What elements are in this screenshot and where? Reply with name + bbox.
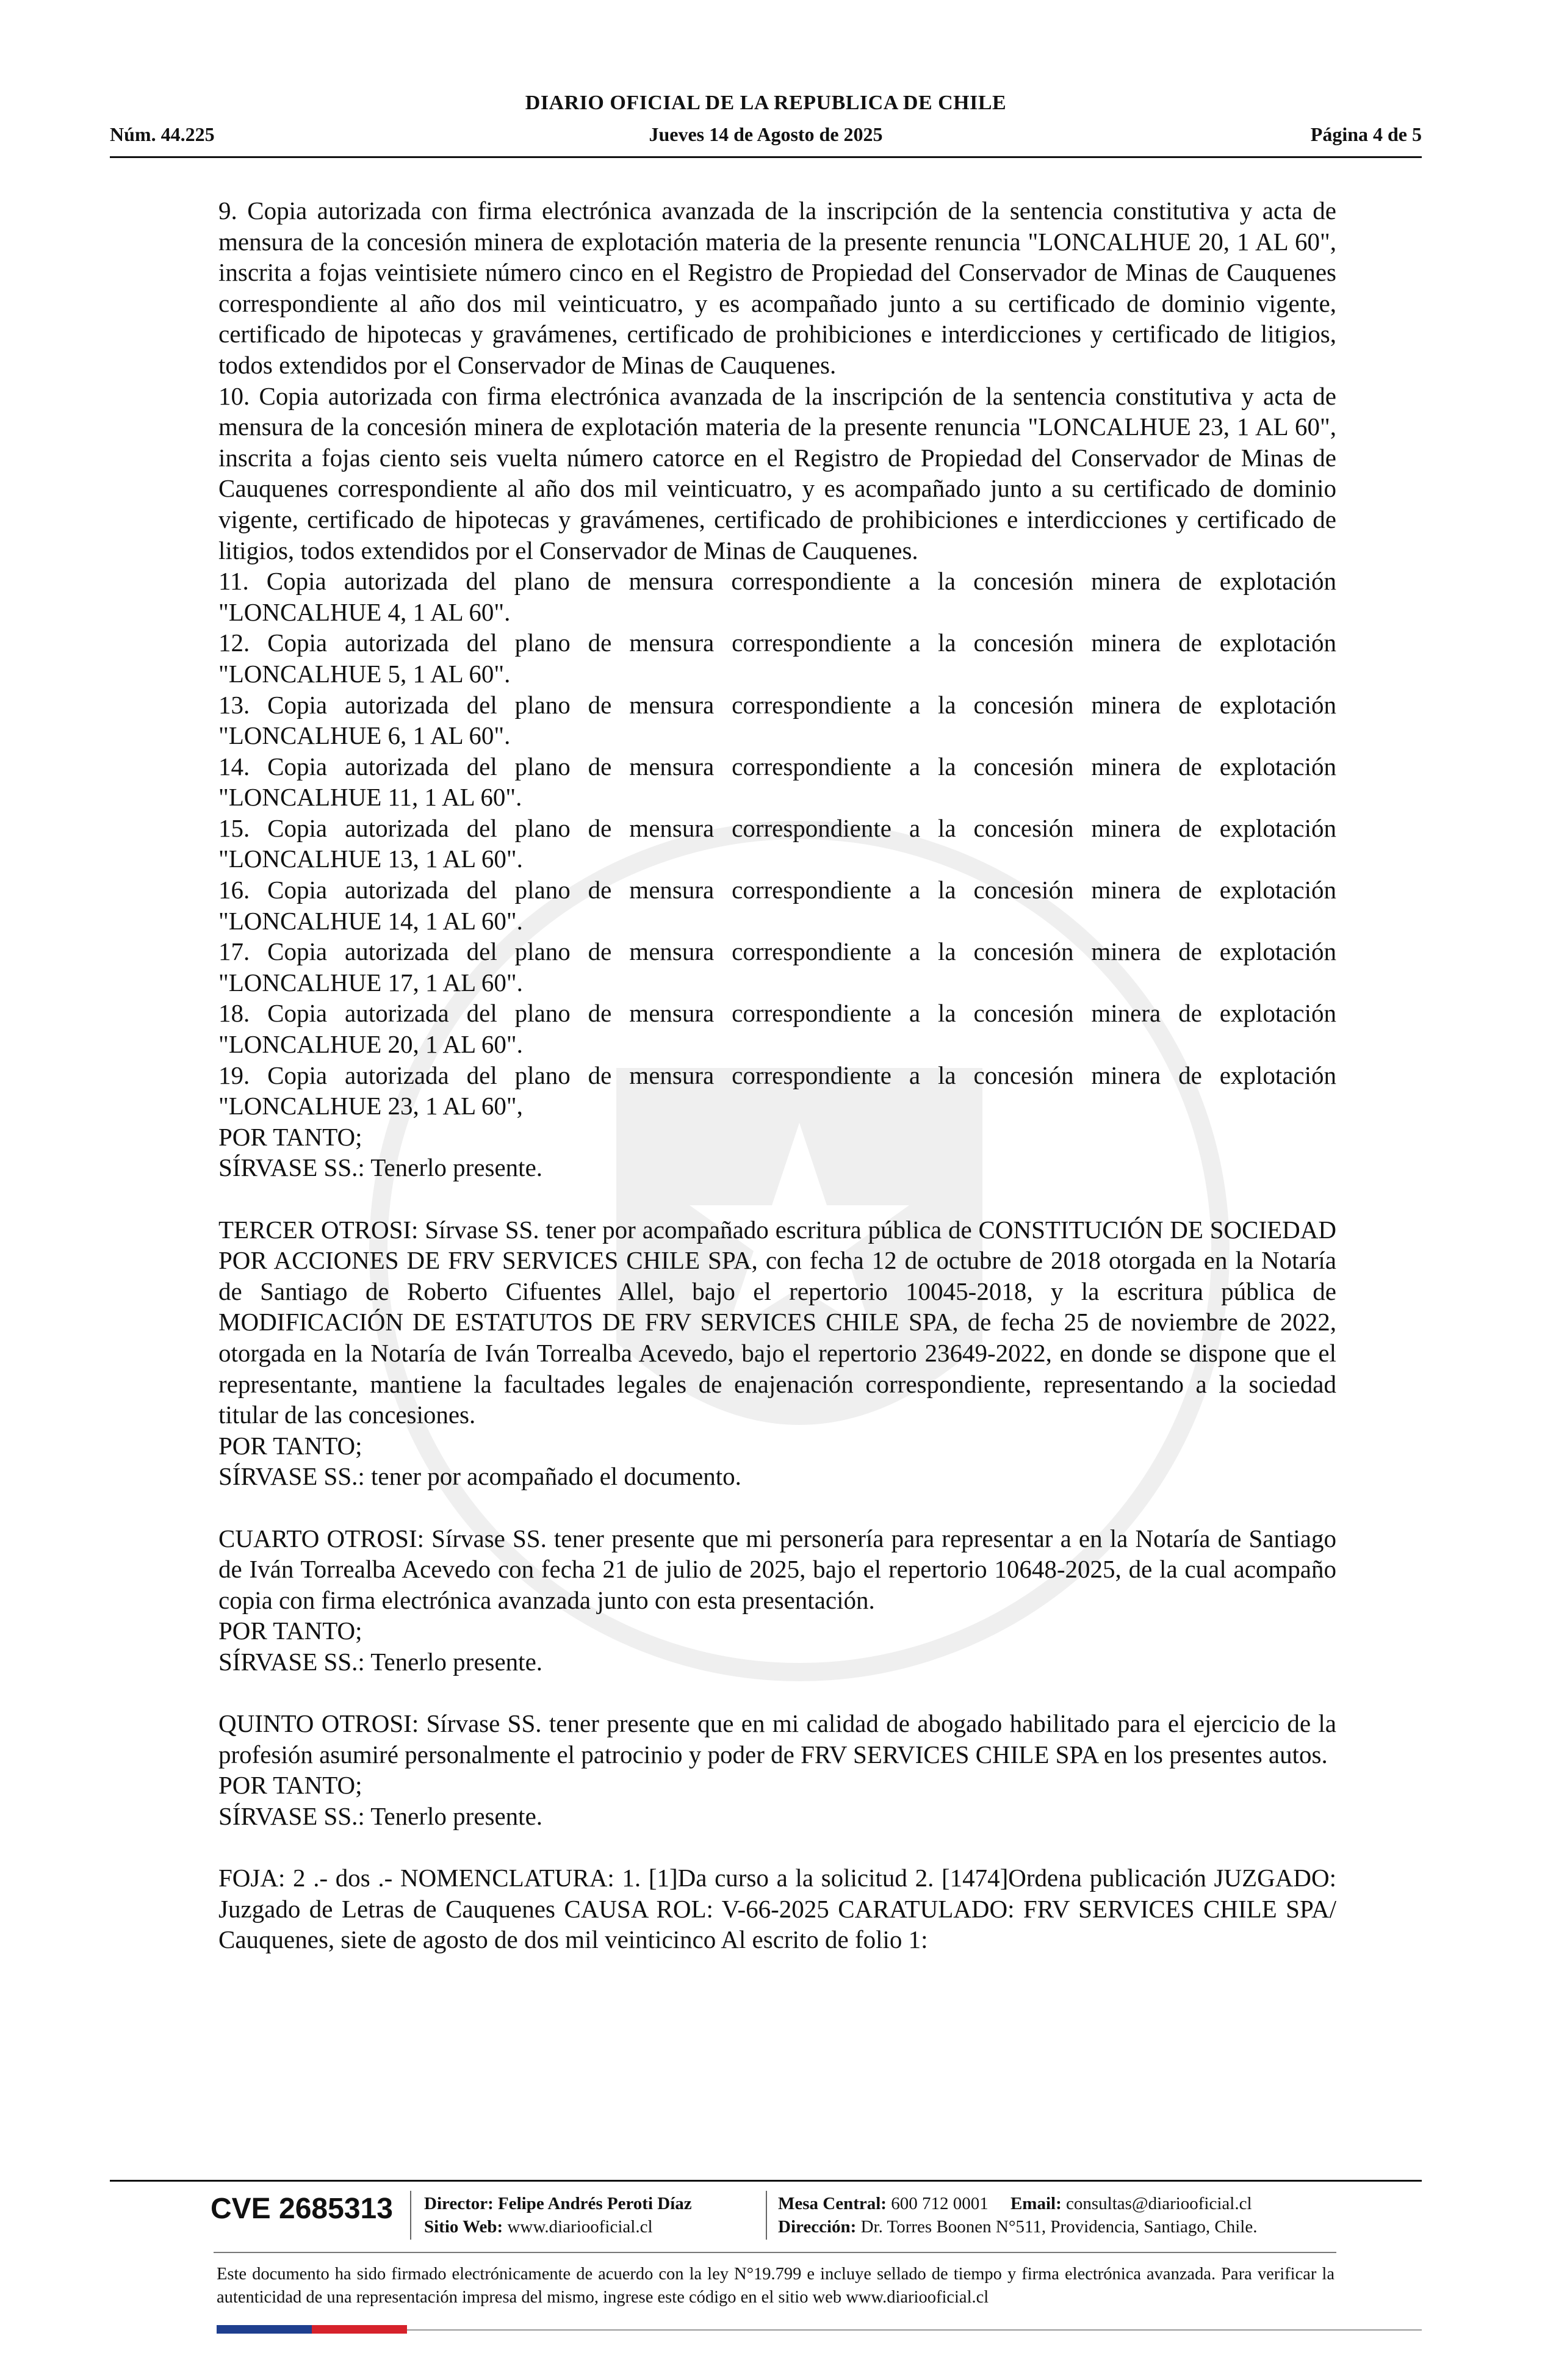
- signature-notice: Este documento ha sido firmado electrónicamente de acuerdo con la ley N°19.799 e incluye sellado de tiempo y firma electrónica avanzada. Para verificar la autenticidad de una representación impresa del mismo, ingrese este código en el sitio web www.diariooficial.cl: [217, 2265, 1334, 2307]
- website-link[interactable]: www.diariooficial.cl: [507, 2217, 653, 2237]
- paragraph: SÍRVASE SS.: Tenerlo presente.: [218, 1647, 543, 1676]
- footer-inner-divider: [214, 2252, 1336, 2253]
- header-divider: [110, 156, 1422, 158]
- paragraph: CUARTO OTROSI: Sírvase SS. tener presente que mi personería para representar a en la Notaría de Santiago de Iván Torrealba Acevedo con fecha 21 de julio de 2025, bajo el repertorio 10648-2025, de la cual acompaño copia con firma electrónica avanzada junto con esta presentación.: [218, 1524, 1336, 1614]
- paragraph: 11. Copia autorizada del plano de mensura correspondiente a la concesión minera de explotación "LONCALHUE 4, 1 AL 60".: [218, 567, 1336, 626]
- paragraph: POR TANTO;: [218, 1617, 362, 1645]
- email-link[interactable]: consultas@diariooficial.cl: [1066, 2194, 1252, 2213]
- footer-separator: [410, 2191, 411, 2240]
- paragraph-gap: [218, 1183, 1336, 1214]
- website-label: Sitio Web:: [424, 2217, 503, 2237]
- paragraph: SÍRVASE SS.: Tenerlo presente.: [218, 1153, 543, 1182]
- paragraph-gap: [218, 1678, 1336, 1709]
- footer-divider: [110, 2180, 1422, 2182]
- paragraph: 18. Copia autorizada del plano de mensura correspondiente a la concesión minera de explotación "LONCALHUE 20, 1 AL 60".: [218, 999, 1336, 1059]
- director-label: Director:: [424, 2194, 494, 2213]
- footer-contact-block: [778, 2192, 1257, 2238]
- issue-date: Jueves 14 de Agosto de 2025: [649, 123, 883, 145]
- page-header: [110, 92, 1422, 159]
- paragraph: 12. Copia autorizada del plano de mensura correspondiente a la concesión minera de explotación "LONCALHUE 5, 1 AL 60".: [218, 629, 1336, 688]
- mesa-label: Mesa Central:: [778, 2194, 887, 2213]
- footer-separator: [766, 2191, 767, 2240]
- paragraph: 16. Copia autorizada del plano de mensura correspondiente a la concesión minera de explotación "LONCALHUE 14, 1 AL 60".: [218, 876, 1336, 935]
- paragraph: FOJA: 2 .- dos .- NOMENCLATURA: 1. [1]Da curso a la solicitud 2. [1474]Ordena publicación JUZGADO: Juzgado de Letras de Cauquenes CAUSA ROL: V-66-2025 CARATULADO: FRV SERVICES CHILE SPA/ Cauquenes, siete de agosto de dos mil veinticinco Al escrito de folio 1:: [218, 1864, 1336, 1954]
- paragraph: TERCER OTROSI: Sírvase SS. tener por acompañado escritura pública de CONSTITUCIÓN DE SOCIEDAD POR ACCIONES DE FRV SERVICES CHILE SPA, con fecha 12 de octubre de 2018 otorgada en la Notaría de Santiago de Roberto Cifuentes Allel, bajo el repertorio 10045-2018, y la escritura pública de MODIFICACIÓN DE ESTATUTOS DE FRV SERVICES CHILE SPA, de fecha 25 de noviembre de 2022, otorgada en la Notaría de Iván Torrealba Acevedo, bajo el repertorio 23649-2022, en donde se dispone que el representante, mantiene la facultades legales de enajenación correspondiente, representando a la sociedad titular de las concesiones.: [218, 1215, 1336, 1429]
- paragraph: 17. Copia autorizada del plano de mensura correspondiente a la concesión minera de explotación "LONCALHUE 17, 1 AL 60".: [218, 937, 1336, 997]
- paragraph: SÍRVASE SS.: Tenerlo presente.: [218, 1801, 543, 1830]
- paragraph: QUINTO OTROSI: Sírvase SS. tener presente que en mi calidad de abogado habilitado para el ejercicio de la profesión asumiré personalmente el patrocinio y poder de FRV SERVICES CHILE SPA en los presentes autos.: [218, 1709, 1336, 1769]
- email-label: Email:: [1010, 2194, 1062, 2213]
- flag-blue-bar: [217, 2325, 312, 2334]
- paragraph-gap: [218, 1831, 1336, 1863]
- address-label: Dirección:: [778, 2217, 857, 2237]
- paragraph: 13. Copia autorizada del plano de mensura correspondiente a la concesión minera de explotación "LONCALHUE 6, 1 AL 60".: [218, 690, 1336, 750]
- paragraph: POR TANTO;: [218, 1431, 362, 1460]
- paragraph: SÍRVASE SS.: tener por acompañado el documento.: [218, 1462, 741, 1491]
- paragraph: 10. Copia autorizada con firma electrónica avanzada de la inscripción de la sentencia constitutiva y acta de mensura de la concesión minera de explotación materia de la presente renuncia "LONCALHUE 23, 1 AL 60", inscrita a fojas ciento seis vuelta número catorce en el Registro de Propiedad del Conservador de Minas de Cauquenes correspondiente al año dos mil veinticuatro, y es acompañado junto a su certificado de dominio vigente, certificado de hipotecas y gravámenes, certificado de prohibiciones e interdicciones y certificado de litigios, todos extendidos por el Conservador de Minas de Cauquenes.: [218, 381, 1336, 564]
- paragraph-gap: [218, 1492, 1336, 1523]
- paragraph: 15. Copia autorizada del plano de mensura correspondiente a la concesión minera de explotación "LONCALHUE 13, 1 AL 60".: [218, 813, 1336, 873]
- paragraph: POR TANTO;: [218, 1122, 362, 1151]
- issue-number: Núm. 44.225: [110, 123, 215, 145]
- director-name: Felipe Andrés Peroti Díaz: [498, 2194, 692, 2213]
- footer-director-block: [424, 2192, 692, 2238]
- page-number: Página 4 de 5: [1310, 123, 1422, 145]
- paragraph: 14. Copia autorizada del plano de mensura correspondiente a la concesión minera de explotación "LONCALHUE 11, 1 AL 60".: [218, 752, 1336, 812]
- paragraph: 9. Copia autorizada con firma electrónica avanzada de la inscripción de la sentencia constitutiva y acta de mensura de la concesión minera de explotación materia de la presente renuncia "LONCALHUE 20, 1 AL 60", inscrita a fojas veintisiete número cinco en el Registro de Propiedad del Conservador de Minas de Cauquenes correspondiente al año dos mil veinticuatro, y es acompañado junto a su certificado de dominio vigente, certificado de hipotecas y gravámenes, certificado de prohibiciones e interdicciones y certificado de litigios, todos extendidos por el Conservador de Minas de Cauquenes.: [218, 197, 1336, 379]
- publication-title: DIARIO OFICIAL DE LA REPUBLICA DE CHILE: [525, 92, 1007, 114]
- cve-code: CVE 2685313: [211, 2193, 393, 2225]
- flag-red-bar: [312, 2325, 407, 2334]
- chile-flag-stripe: [217, 2325, 407, 2334]
- footer-bottom-divider: [407, 2329, 1422, 2331]
- document-body: [218, 195, 1336, 1955]
- address-value: Dr. Torres Boonen N°511, Providencia, Santiago, Chile.: [860, 2217, 1258, 2237]
- paragraph: POR TANTO;: [218, 1771, 362, 1800]
- paragraph: 19. Copia autorizada del plano de mensura correspondiente a la concesión minera de explotación "LONCALHUE 23, 1 AL 60",: [218, 1061, 1336, 1120]
- mesa-phone: 600 712 0001: [891, 2194, 989, 2213]
